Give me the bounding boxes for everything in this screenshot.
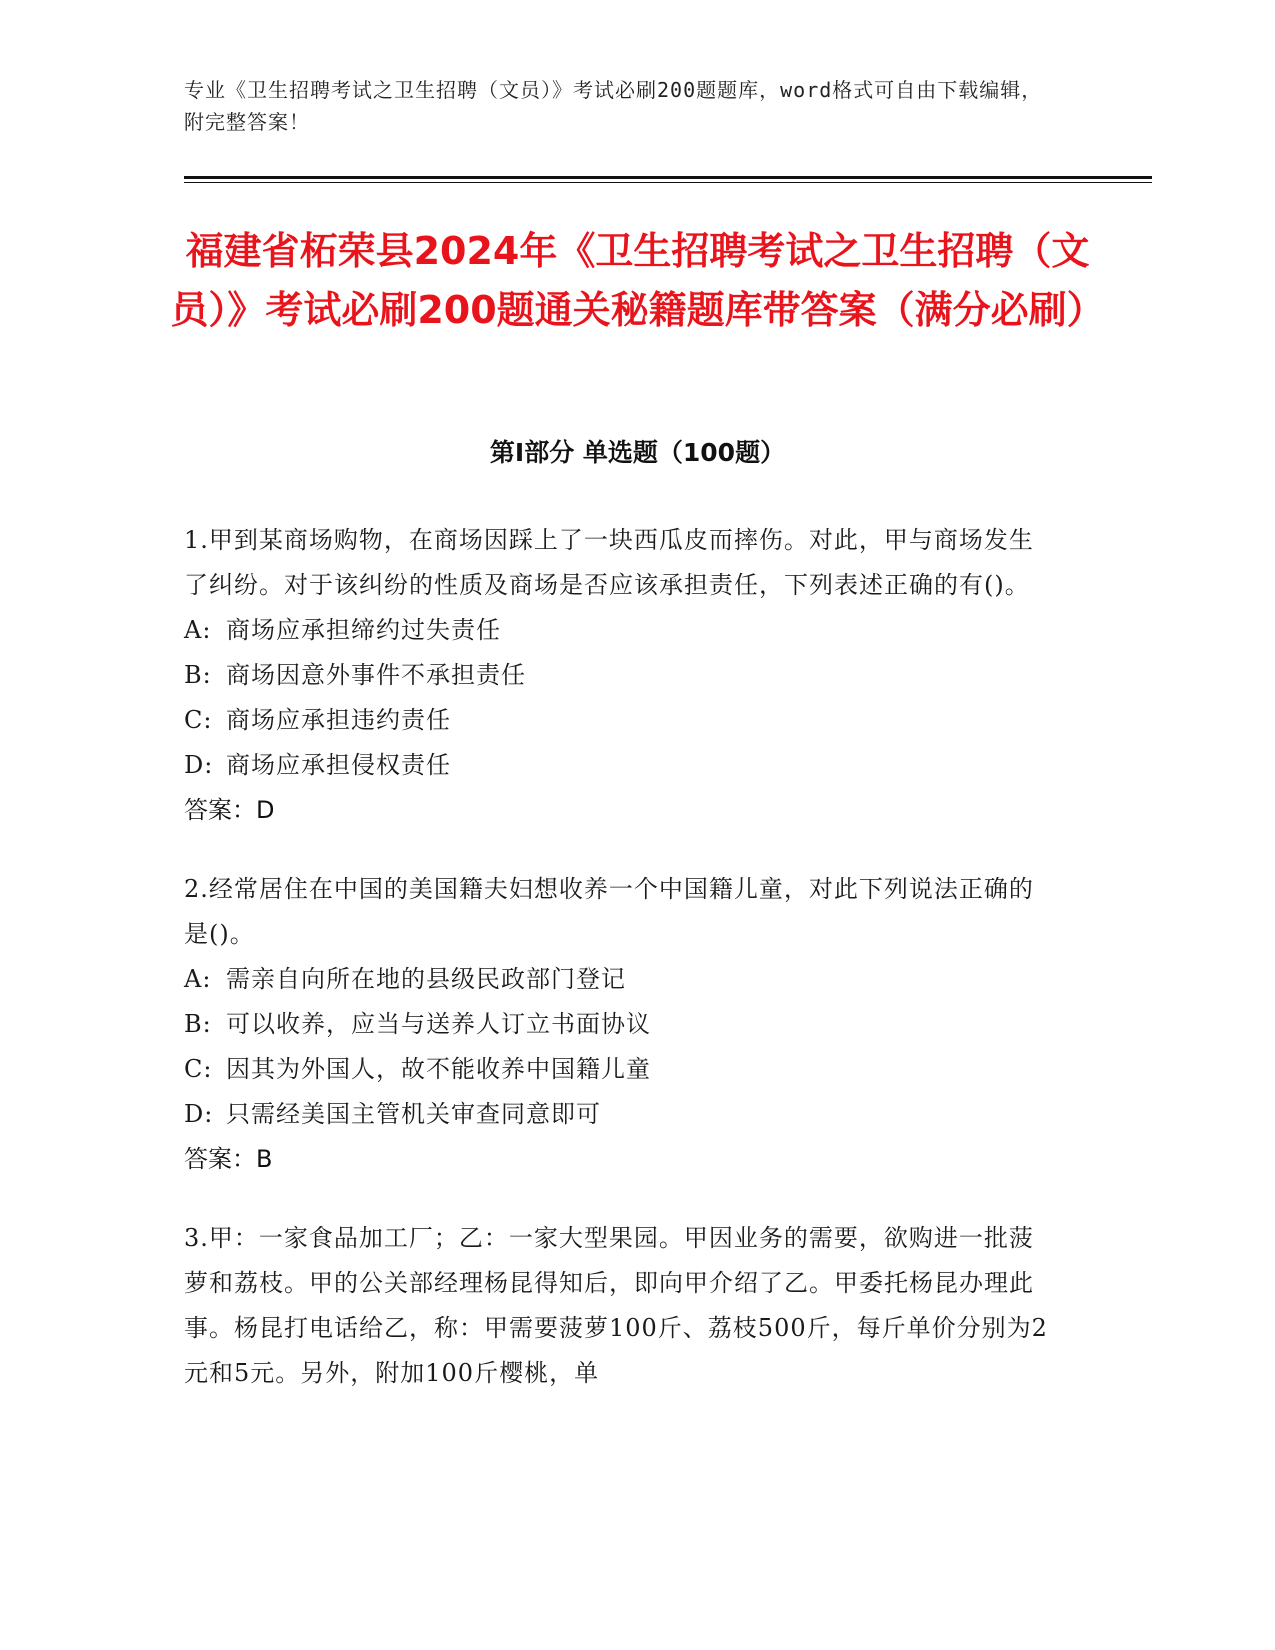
header-note: 专业《卫生招聘考试之卫生招聘（文员）》考试必刷200题题库，word格式可自由下载编辑，附完整答案！ <box>184 78 1043 134</box>
option-text: 商场应承担缔约过失责任 <box>226 616 501 644</box>
answer: 答案：B <box>184 1145 273 1173</box>
option-d <box>184 743 1052 788</box>
option-key: C: <box>184 706 213 734</box>
option-b <box>184 653 1052 698</box>
header-divider-thin <box>184 182 1152 183</box>
option-key: D: <box>184 751 214 779</box>
header-divider <box>184 176 1152 179</box>
option-text: 需亲自向所在地的县级民政部门登记 <box>226 965 626 993</box>
question-item <box>184 867 1052 1182</box>
question-item <box>184 518 1052 833</box>
option-key: B: <box>184 661 212 689</box>
option-key: B: <box>184 1010 212 1038</box>
option-text: 只需经美国主管机关审查同意即可 <box>226 1100 601 1128</box>
option-text: 商场因意外事件不承担责任 <box>226 661 526 689</box>
option-key: D: <box>184 1100 214 1128</box>
option-a <box>184 957 1052 1002</box>
question-list <box>184 518 1052 1430</box>
question-stem: 3.甲：一家食品加工厂；乙：一家大型果园。甲因业务的需要，欲购进一批菠萝和荔枝。甲的公关部经理杨昆得知后，即向甲介绍了乙。甲委托杨昆办理此事。杨昆打电话给乙，称：甲需要菠萝100斤、荔枝500斤，每斤单价分别为2元和5元。另外，附加100斤樱桃，单 <box>184 1224 1048 1387</box>
option-c <box>184 1047 1052 1092</box>
option-d <box>184 1092 1052 1137</box>
option-text: 因其为外国人，故不能收养中国籍儿童 <box>226 1055 651 1083</box>
answer: 答案：D <box>184 796 275 824</box>
question-item <box>184 1216 1052 1396</box>
option-a <box>184 608 1052 653</box>
question-stem: 2.经常居住在中国的美国籍夫妇想收养一个中国籍儿童，对此下列说法正确的是()。 <box>184 875 1034 948</box>
option-text: 商场应承担违约责任 <box>226 706 451 734</box>
option-c <box>184 698 1052 743</box>
option-text: 商场应承担侵权责任 <box>226 751 451 779</box>
document-title: 福建省柘荣县2024年《卫生招聘考试之卫生招聘（文员）》考试必刷200题通关秘籍题库带答案（满分必刷） <box>170 229 1105 332</box>
option-b <box>184 1002 1052 1047</box>
option-key: C: <box>184 1055 213 1083</box>
option-key: A: <box>184 616 212 644</box>
option-key: A: <box>184 965 212 993</box>
section-title: 第Ⅰ部分 单选题（100题） <box>489 438 786 467</box>
option-text: 可以收养，应当与送养人订立书面协议 <box>226 1010 651 1038</box>
question-stem: 1.甲到某商场购物，在商场因踩上了一块西瓜皮而摔伤。对此，甲与商场发生了纠纷。对于该纠纷的性质及商场是否应该承担责任，下列表述正确的有()。 <box>184 526 1034 599</box>
